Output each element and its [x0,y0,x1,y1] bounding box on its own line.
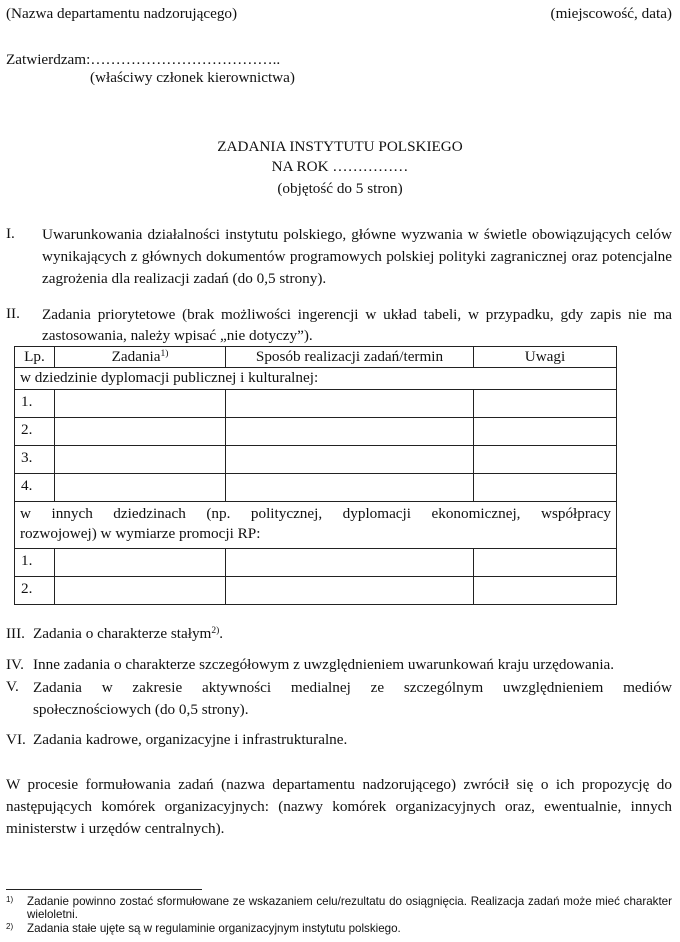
document-volume-note: (objętość do 5 stron) [277,180,403,197]
table-row [15,390,617,418]
footnote-separator [6,889,202,890]
header-remarks: Uwagi [474,347,617,368]
footnote-ref-2: 2) [211,626,220,636]
table-row [15,474,617,502]
place-date-placeholder: (miejscowość, data) [550,5,672,22]
footnote-1 [6,895,672,921]
category-other-fields-line-2: rozwojowej) w wymiarze promocji RP: [20,525,261,542]
section-4-number: IV. [6,656,24,673]
table-cell[interactable] [474,418,617,446]
table-cell[interactable] [474,549,617,577]
table-cell[interactable] [55,418,226,446]
section-3 [6,624,672,644]
table-cell[interactable] [226,418,474,446]
section-2-number: II. [6,305,20,322]
section-2 [6,304,672,346]
table-cell[interactable] [55,390,226,418]
document-title: ZADANIA INSTYTUTU POLSKIEGO [217,138,463,155]
section-5-number: V. [6,678,19,695]
section-5-line-1: Zadania w zakresie aktywności medialnej ze szczególnym uwzględnieniem mediów [33,679,672,696]
section-2-text: Zadania priorytetowe (brak możliwości ingerencji w układ tabeli, w przypadku, gdy zapis nie ma zastosowania, należy wpisać „nie dotyczy”). [42,306,672,344]
row-number: 2. [15,577,55,605]
table-cell[interactable] [226,446,474,474]
approval-signatory: (właściwy członek kierownictwa) [90,69,295,86]
table-cell[interactable] [474,390,617,418]
section-5-line-2: społecznościowych (do 0,5 strony). [33,701,249,718]
section-3-number: III. [6,625,25,642]
section-3-label: Zadania o charakterze stałym [33,625,212,642]
footnote-2-text: Zadania stałe ujęte są w regulaminie organizacyjnym instytutu polskiego. [27,922,401,935]
approval-line: Zatwierdzam:……………………………….. [6,51,281,68]
footnote-2-mark: 2) [6,922,14,931]
category-public-diplomacy: w dziedzinie dyplomacji publicznej i kulturalnej: [15,368,617,390]
table-cell[interactable] [226,549,474,577]
section-1-number: I. [6,225,15,242]
section-4-text: Inne zadania o charakterze szczegółowym z uwzględnieniem uwarunkowań kraju urzędowania. [33,656,615,673]
table-row [15,446,617,474]
category-other-fields-line-1: w innych dziedzinach (np. politycznej, dyplomacji ekonomicznej, współpracy [20,505,611,522]
table-cell[interactable] [226,390,474,418]
row-number: 2. [15,418,55,446]
section-6-text: Zadania kadrowe, organizacyjne i infrastrukturalne. [33,731,348,748]
table-row [15,418,617,446]
table-category-row [15,368,617,390]
row-number: 4. [15,474,55,502]
section-5-text [33,677,672,721]
row-number: 1. [15,390,55,418]
department-name-placeholder: (Nazwa departamentu nadzorującego) [6,5,238,22]
table-cell[interactable] [55,549,226,577]
header-lp: Lp. [15,347,55,368]
section-3-text [33,624,672,644]
header-tasks [55,347,226,368]
table-cell[interactable] [474,446,617,474]
section-4 [6,655,672,675]
table-cell[interactable] [226,577,474,605]
footnote-1-text: Zadanie powinno zostać sformułowane ze wskazaniem celu/rezultatu do osiągnięcia. Realizacja zadań może mieć charakter wieloletni. [27,895,672,921]
footnote-1-mark: 1) [6,895,14,904]
document-year: NA ROK …………… [271,158,409,175]
table-header-row [15,347,617,368]
table-cell[interactable] [474,474,617,502]
row-number: 3. [15,446,55,474]
section-6-number: VI. [6,731,26,748]
table-row [15,549,617,577]
category-other-fields [15,502,617,549]
section-1 [6,224,672,290]
tasks-table [14,346,617,605]
section-3-end: . [219,625,224,642]
section-6 [6,730,672,750]
footnote-2 [6,922,672,935]
section-5 [6,677,672,721]
closing-paragraph: W procesie formułowania zadań (nazwa departamentu nadzorującego) zwrócił się o ich propozycję do następujących komórek organizacyjnych: (nazwy komórek organizacyjnych oraz, ewentualnie, innych ministerstw i urzędów centralnych). [6,776,672,837]
section-1-text: Uwarunkowania działalności instytutu polskiego, główne wyzwania w świetle obowiązujących celów wynikających z głównych dokumentów programowych polskiej polityki zagranicznej oraz potencjalne zagrożenia dla realizacji zadań (do 0,5 strony). [42,226,672,287]
footnote-ref-1: 1) [160,349,169,359]
header-tasks-label: Zadania [111,348,161,365]
table-row [15,577,617,605]
header-method: Sposób realizacji zadań/termin [226,347,474,368]
table-cell[interactable] [474,577,617,605]
table-cell[interactable] [55,446,226,474]
table-cell[interactable] [226,474,474,502]
table-category-row [15,502,617,549]
row-number: 1. [15,549,55,577]
table-cell[interactable] [55,577,226,605]
table-cell[interactable] [55,474,226,502]
